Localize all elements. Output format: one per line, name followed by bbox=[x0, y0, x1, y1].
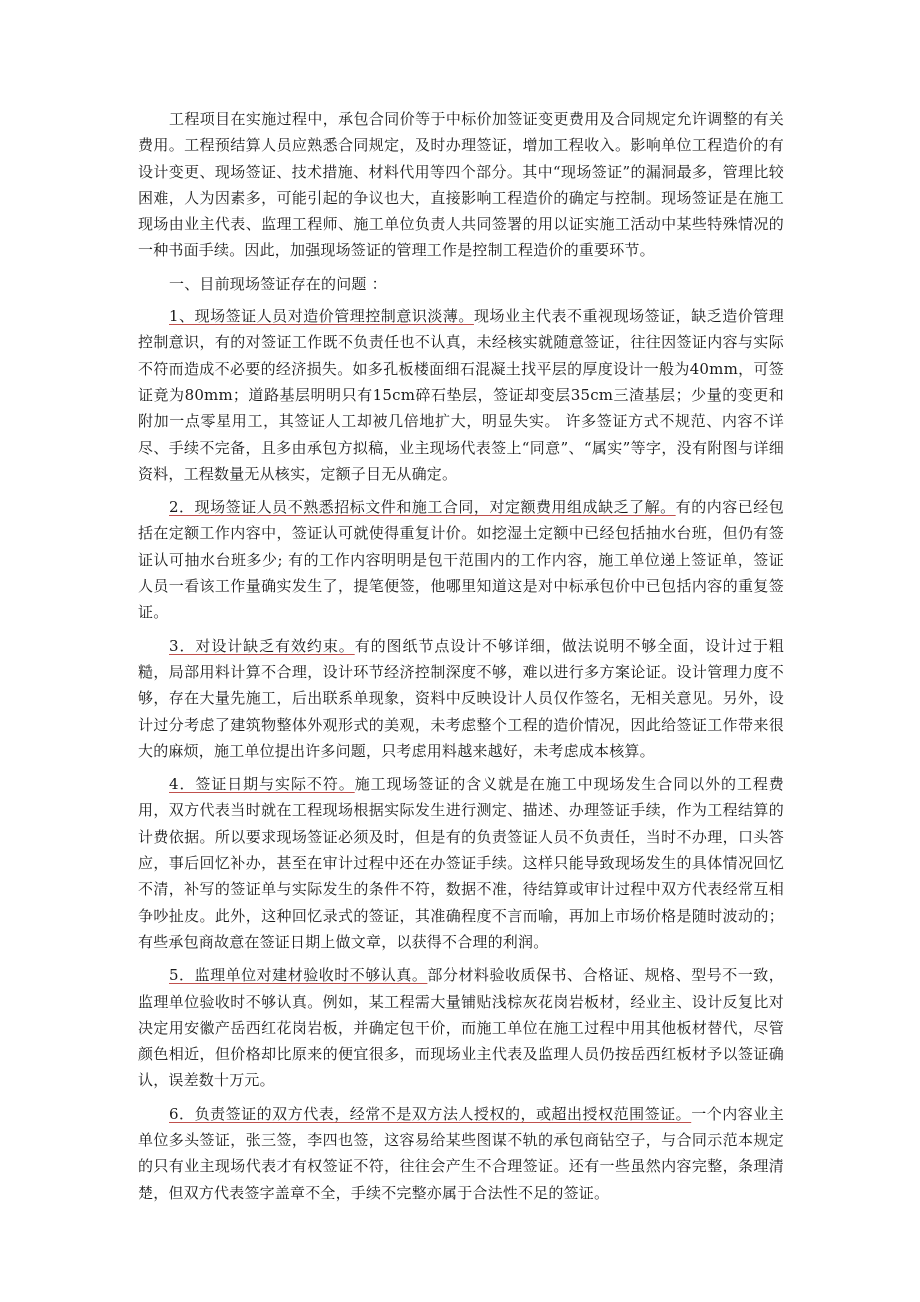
problem-item-1-lead: 1、现场签证人员对造价管理控制意识淡薄。 bbox=[169, 307, 474, 326]
intro-paragraph: 工程项目在实施过程中，承包合同价等于中标价加签证变更费用及合同规定允许调整的有关费用。工程预结算人员应熟悉合同规定，及时办理签证，增加工程收入。影响单位工程造价的有设计变更、现场签证、技术措施、材料代用等四个部分。其中“现场签证”的漏洞最多，管理比较困难，人为因素多，可能引起的争议也大，直接影响工程造价的确定与控制。现场签证是在施工现场由业主代表、监理工程师、施工单位负责人共同签署的用以证实施工活动中某些特殊情况的一种书面手续。因此，加强现场签证的管理工作是控制工程造价的重要环节。 bbox=[138, 110, 784, 260]
problem-item-5-body: 部分材料验收质保书、合格证、规格、型号不一致，监理单位验收时不够认真。例如，某工程需大量铺贴浅棕灰花岗岩板材，经业主、设计反复比对决定用安徽产岳西红花岗岩板，并确定包干价，而施工单位在施工过程中用其他板材替代，尽管颜色相近，但价格却比原来的便宜很多，而现场业主代表及监理人员仍按岳西红板材予以签证确认，误差数十万元。 bbox=[138, 966, 784, 1090]
problem-item-3 bbox=[138, 633, 784, 764]
problem-item-1 bbox=[138, 303, 784, 487]
problem-item-5 bbox=[138, 962, 784, 1093]
problem-item-6 bbox=[138, 1101, 784, 1206]
problem-item-3-lead: 3．对设计缺乏有效约束。 bbox=[169, 636, 355, 655]
problem-item-5-lead: 5．监理单位对建材验收时不够认真。 bbox=[169, 966, 428, 985]
problem-item-4-body: 施工现场签证的含义就是在施工中现场发生合同以外的工程费用，双方代表当时就在工程现场根据实际发生进行测定、描述、办理签证手续，作为工程结算的计费依据。所以要求现场签证必须及时，但是有的负责签证人员不负责任，当时不办理，口头答应，事后回忆补办，甚至在审计过程中还在办签证手续。这样只能导致现场发生的具体情况回忆不清，补写的签证单与实际发生的条件不符，数据不准，待结算或审计过程中双方代表经常互相争吵扯皮。此外，这种回忆录式的签证，其准确程度不言而喻，再加上市场价格是随时波动的；有些承包商故意在签证日期上做文章，以获得不合理的利润。 bbox=[138, 775, 785, 951]
problem-item-6-body: 一个内容业主单位多头签证，张三签，李四也签，这容易给某些图谋不轨的承包商钻空子，与合同示范本规定的只有业主现场代表才有权签证不符，往往会产生不合理签证。还有一些虽然内容完整，条理清楚，但双方代表签字盖章不全，手续不完整亦属于合法性不足的签证。 bbox=[138, 1104, 784, 1202]
problem-item-1-body: 现场业主代表不重视现场签证，缺乏造价管理控制意识，有的对签证工作既不负责任也不认真，未经核实就随意签证，往往因签证内容与实际不符而造成不必要的经济损失。如多孔板楼面细石混凝土找平层的厚度设计一般为40mm，可签证竟为80mm；道路基层明明只有15cm碎石垫层，签证却变层35cm三渣基层；少量的变更和附加一点零星用工，其签证人工却被几倍地扩大，明显失实。 许多签证方式不规范、内容不详尽、手续不完备，且多由承包方拟稿，业主现场代表签上“同意”、“属实”等字，没有附图与详细资料，工程数量无从核实，定额子目无从确定。 bbox=[138, 307, 784, 483]
problem-item-2-lead: 2．现场签证人员不熟悉招标文件和施工合同，对定额费用组成缺乏了解。 bbox=[169, 498, 676, 517]
section-heading: 一、目前现场签证存在的问题 ： bbox=[169, 274, 387, 293]
problem-item-4 bbox=[138, 771, 784, 955]
problem-item-6-lead: 6．负责签证的双方代表，经常不是双方法人授权的，或超出授权范围签证。 bbox=[169, 1104, 692, 1123]
document-page bbox=[138, 106, 784, 1213]
problem-item-2-body: 有的内容已经包括在定额工作内容中，签证认可就使得重复计价。如挖湿土定额中已经包括抽水台班，但仍有签证认可抽水台班多少; 有的工作内容明明是包干范围内的工作内容，施工单位递上签证单，签证人员一看该工作量确实发生了，提笔便签，他哪里知道这是对中标承包价中已包括内容的重复签证。 bbox=[138, 498, 784, 622]
problem-item-3-body: 有的图纸节点设计不够详细，做法说明不够全面，设计过于粗糙，局部用料计算不合理，设计环节经济控制深度不够，难以进行多方案论证。设计管理力度不够，存在大量先施工，后出联系单现象，资料中反映设计人员仅作签名，无相关意见。另外，设计过分考虑了建筑物整体外观形式的美观，未考虑整个工程的造价情况，因此给签证工作带来很大的麻烦，施工单位提出许多问题，只考虑用料越来越好，未考虑成本核算。 bbox=[138, 636, 785, 760]
problem-item-4-lead: 4．签证日期与实际不符。 bbox=[169, 775, 355, 794]
problem-item-2 bbox=[138, 494, 784, 625]
